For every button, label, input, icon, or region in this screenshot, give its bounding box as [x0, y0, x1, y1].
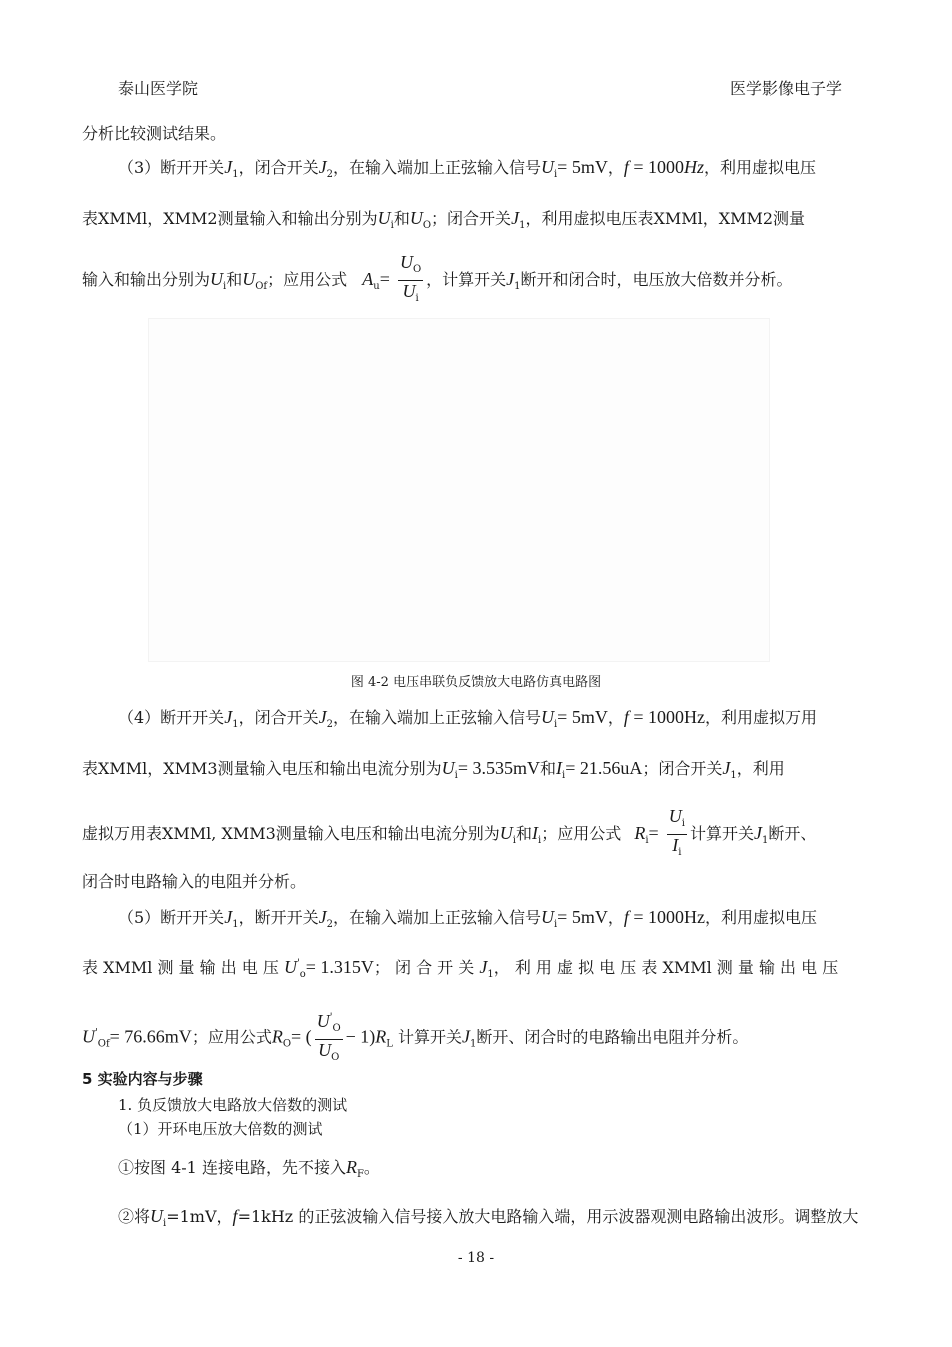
page-number: - 18 -	[457, 1250, 495, 1266]
step-2: ②将$U_i=1mV$，f=1kHz 的正弦波输入信号接入放大电路输入端，用示波器观测电路输出波形。调整放大	[118, 1206, 859, 1229]
paragraph-4-line-4: 闭合时电路输入的电阻并分析。	[82, 872, 307, 891]
header-left: 泰山医学院	[118, 79, 199, 98]
paragraph-3-line-3: 输入和输出分别为$U_i$和$U_{Of}$；应用公式 $A_u=$ $\frac{U_O}{U_i}$ ，计算开关$J_1$断开和闭合时，电压放大倍数并分析。	[82, 252, 793, 309]
paragraph-3-line-2: 表XMMl，XMM2测量输入和输出分别为$U_i$和$U_O$；闭合开关$J_1$，利用虚拟电压表XMMl，XMM2测量	[82, 208, 806, 231]
formula-fraction: $\frac{U_i}{I_i}$	[668, 806, 685, 858]
formula-fraction: $\frac{U'_O}{U_O}$	[315, 1008, 343, 1068]
section-title: 5 实验内容与步骤	[82, 1070, 203, 1088]
circuit-figure	[148, 318, 770, 662]
formula-fraction: $\frac{U_O}{U_i}$	[399, 252, 422, 304]
paragraph-5-line-1: （5）断开开关$J_1$，断开开关$J_2$，在输入端加上正弦输入信号$U_i= 5mV$，f = 1000Hz，利用虚拟电压	[118, 907, 818, 930]
figure-caption: 图 4-2 电压串联负反馈放大电路仿真电路图	[350, 675, 602, 690]
paragraph-4-line-2: 表XMMl，XMM3测量输入电压和输出电流分别为$U_i= 3.535mV$和$I_i= 21.56uA$；闭合开关$J_1$，利用	[82, 758, 785, 781]
subsection-title: （1）开环电压放大倍数的测试	[118, 1120, 323, 1138]
paragraph-5-line-3: $U'_{Of}= 76.66mV$；应用公式$R_O=$ ( $\frac{U'_O}{U_O}$ − $1)R_L$ 计算开关$J_1$断开、闭合时的电路输出电阻并分析。	[82, 1008, 748, 1068]
step-1: ①按图 4-1 连接电路，先不接入$R_F$。	[118, 1157, 380, 1180]
paragraph-4-line-1: （4）断开开关$J_1$，闭合开关$J_2$，在输入端加上正弦输入信号$U_i= 5mV$，f = 1000Hz，利用虚拟万用	[118, 707, 818, 730]
paragraph-5-line-2: 表 XMMl 测 量 输 出 电 压 $U'_o= 1.315V$； 闭 合 开 关 $J_1$， 利 用 虚 拟 电 压 表 XMMl 测 量 输 出 电 压	[82, 957, 839, 980]
paragraph-3-line-1: （3）断开开关$J_1$，闭合开关$J_2$，在输入端加上正弦输入信号$U_i= 5mV$，f = 1000Hz，利用虚拟电压	[118, 157, 817, 180]
subsection-title: 1. 负反馈放大电路放大倍数的测试	[118, 1096, 348, 1114]
paragraph-4-line-3: 虚拟万用表XMMl, XMM3测量输入电压和输出电流分别为$U_i$和$I_i$；应用公式 $R_i=$ $\frac{U_i}{I_i}$ 计算开关$J_1$断开、	[82, 806, 816, 863]
paragraph-line: 分析比较测试结果。	[82, 124, 227, 143]
header-right: 医学影像电子学	[729, 79, 842, 98]
